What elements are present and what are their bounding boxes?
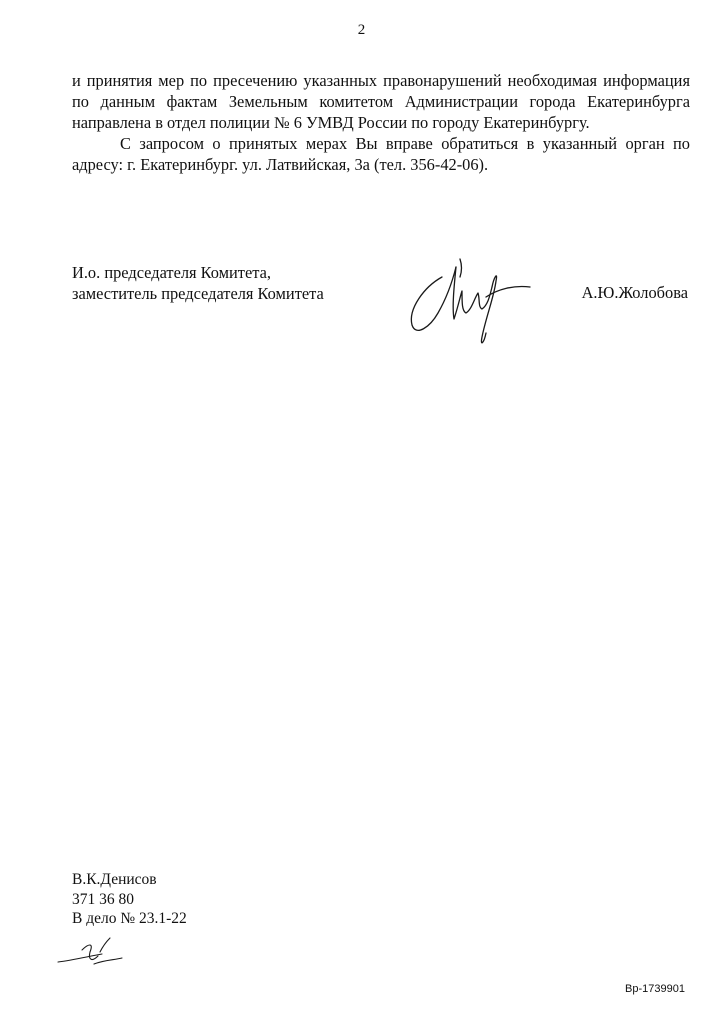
signer-title xyxy=(72,262,324,304)
page-number: 2 xyxy=(357,22,366,38)
executor-phone: 371 36 80 xyxy=(72,890,134,908)
executor-name: В.К.Денисов xyxy=(72,871,157,888)
signer-title-line-1: И.о. председателя Комитета, xyxy=(72,263,271,282)
body-paragraph-1: и принятия мер по пресечению указанных правонарушений необходимая информация по данным фактам Земельным комитетом Администрации города Екатеринбурга направлена в отдел полиции № 6 УМВД России по городу Екатеринбургу. xyxy=(72,71,690,132)
file-reference: В дело № 23.1-22 xyxy=(72,910,187,927)
signer-name: А.Ю.Жолобова xyxy=(581,283,688,302)
signer-title-line-2: заместитель председателя Комитета xyxy=(72,284,324,303)
registry-number: Вр-1739901 xyxy=(625,983,685,995)
handwritten-initials-image xyxy=(54,932,126,972)
handwritten-signature-image xyxy=(402,247,542,357)
body-paragraph-2: С запросом о принятых мерах Вы вправе обратиться в указанный орган по адресу: г. Екатеринбург. ул. Латвийская, 3а (тел. 356-42-06). xyxy=(72,134,690,174)
signature-block xyxy=(72,262,690,362)
executor-block xyxy=(72,870,187,929)
letter-body xyxy=(72,70,690,175)
